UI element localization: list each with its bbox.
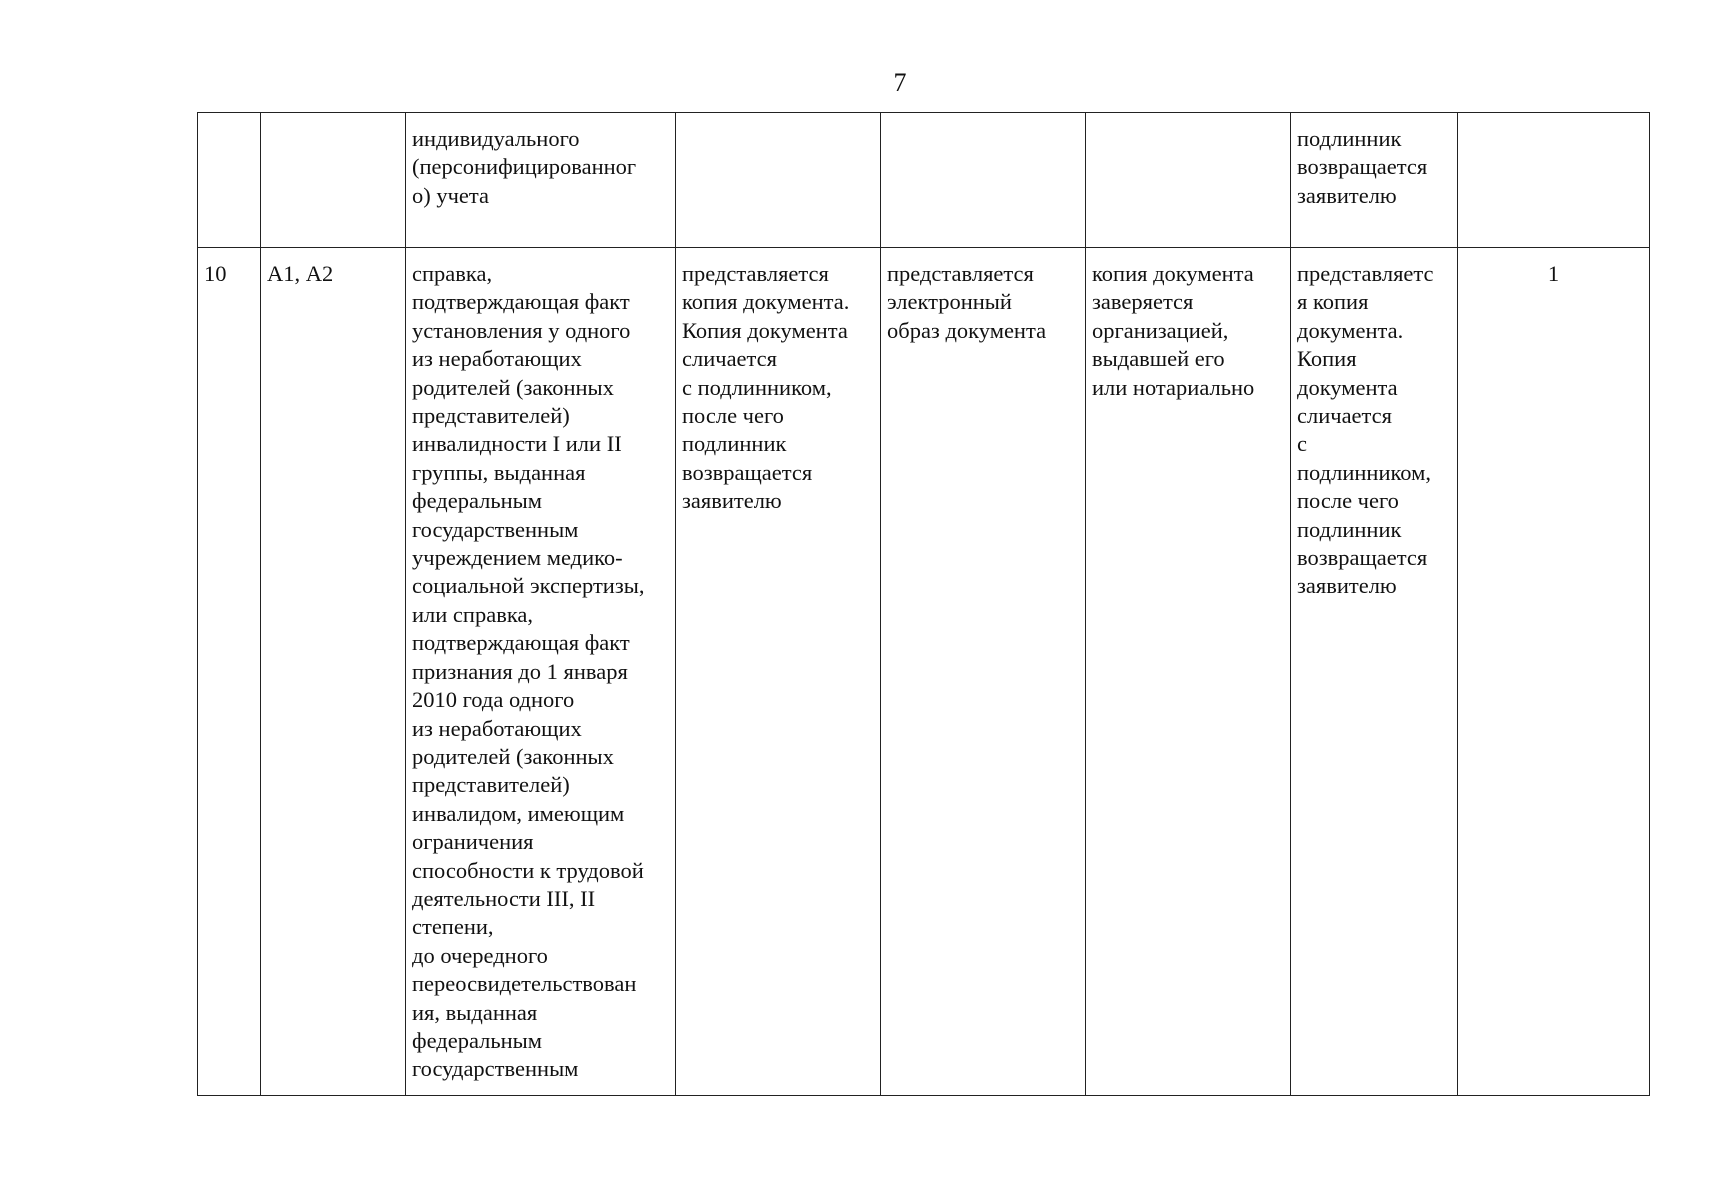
electronic-cell bbox=[881, 113, 1086, 248]
in-person-cell bbox=[676, 113, 881, 248]
in-person-cell: представляется копия документа. Копия документа сличается с подлинником, после чего подлинник возвращается заявителю bbox=[676, 248, 881, 1096]
by-mail-cell bbox=[1086, 113, 1291, 248]
document-name-cell: справка, подтверждающая факт установления у одного из неработающих родителей (законных представителей) инвалидности I или II группы, выданная федеральным государственным учреждением медико- социальной экспертизы, или справка, подтверждающая факт признания до 1 января 2010 года одного из неработающих родителей (законных представителей) инвалидом, имеющим ограничения способности к трудовой деятельности III, II степени, до очередного переосвидетельствован ия, выданная федеральным государственным bbox=[406, 248, 676, 1096]
table-row bbox=[198, 113, 1650, 248]
documents-table bbox=[197, 112, 1650, 1096]
other-method-cell: представляетс я копия документа. Копия документа сличается с подлинником, после чего подлинник возвращается заявителю bbox=[1291, 248, 1458, 1096]
page-number: 7 bbox=[893, 68, 907, 97]
document-name-cell: индивидуального (персонифицированног о) учета bbox=[406, 113, 676, 248]
row-number-cell: 10 bbox=[198, 248, 261, 1096]
row-number-cell bbox=[198, 113, 261, 248]
count-cell: 1 bbox=[1458, 248, 1650, 1096]
categories-cell: А1, А2 bbox=[261, 248, 406, 1096]
electronic-cell: представляется электронный образ документа bbox=[881, 248, 1086, 1096]
count-cell bbox=[1458, 113, 1650, 248]
table-row bbox=[198, 248, 1650, 1096]
categories-cell bbox=[261, 113, 406, 248]
by-mail-cell: копия документа заверяется организацией, выдавшей его или нотариально bbox=[1086, 248, 1291, 1096]
other-method-cell: подлинник возвращается заявителю bbox=[1291, 113, 1458, 248]
